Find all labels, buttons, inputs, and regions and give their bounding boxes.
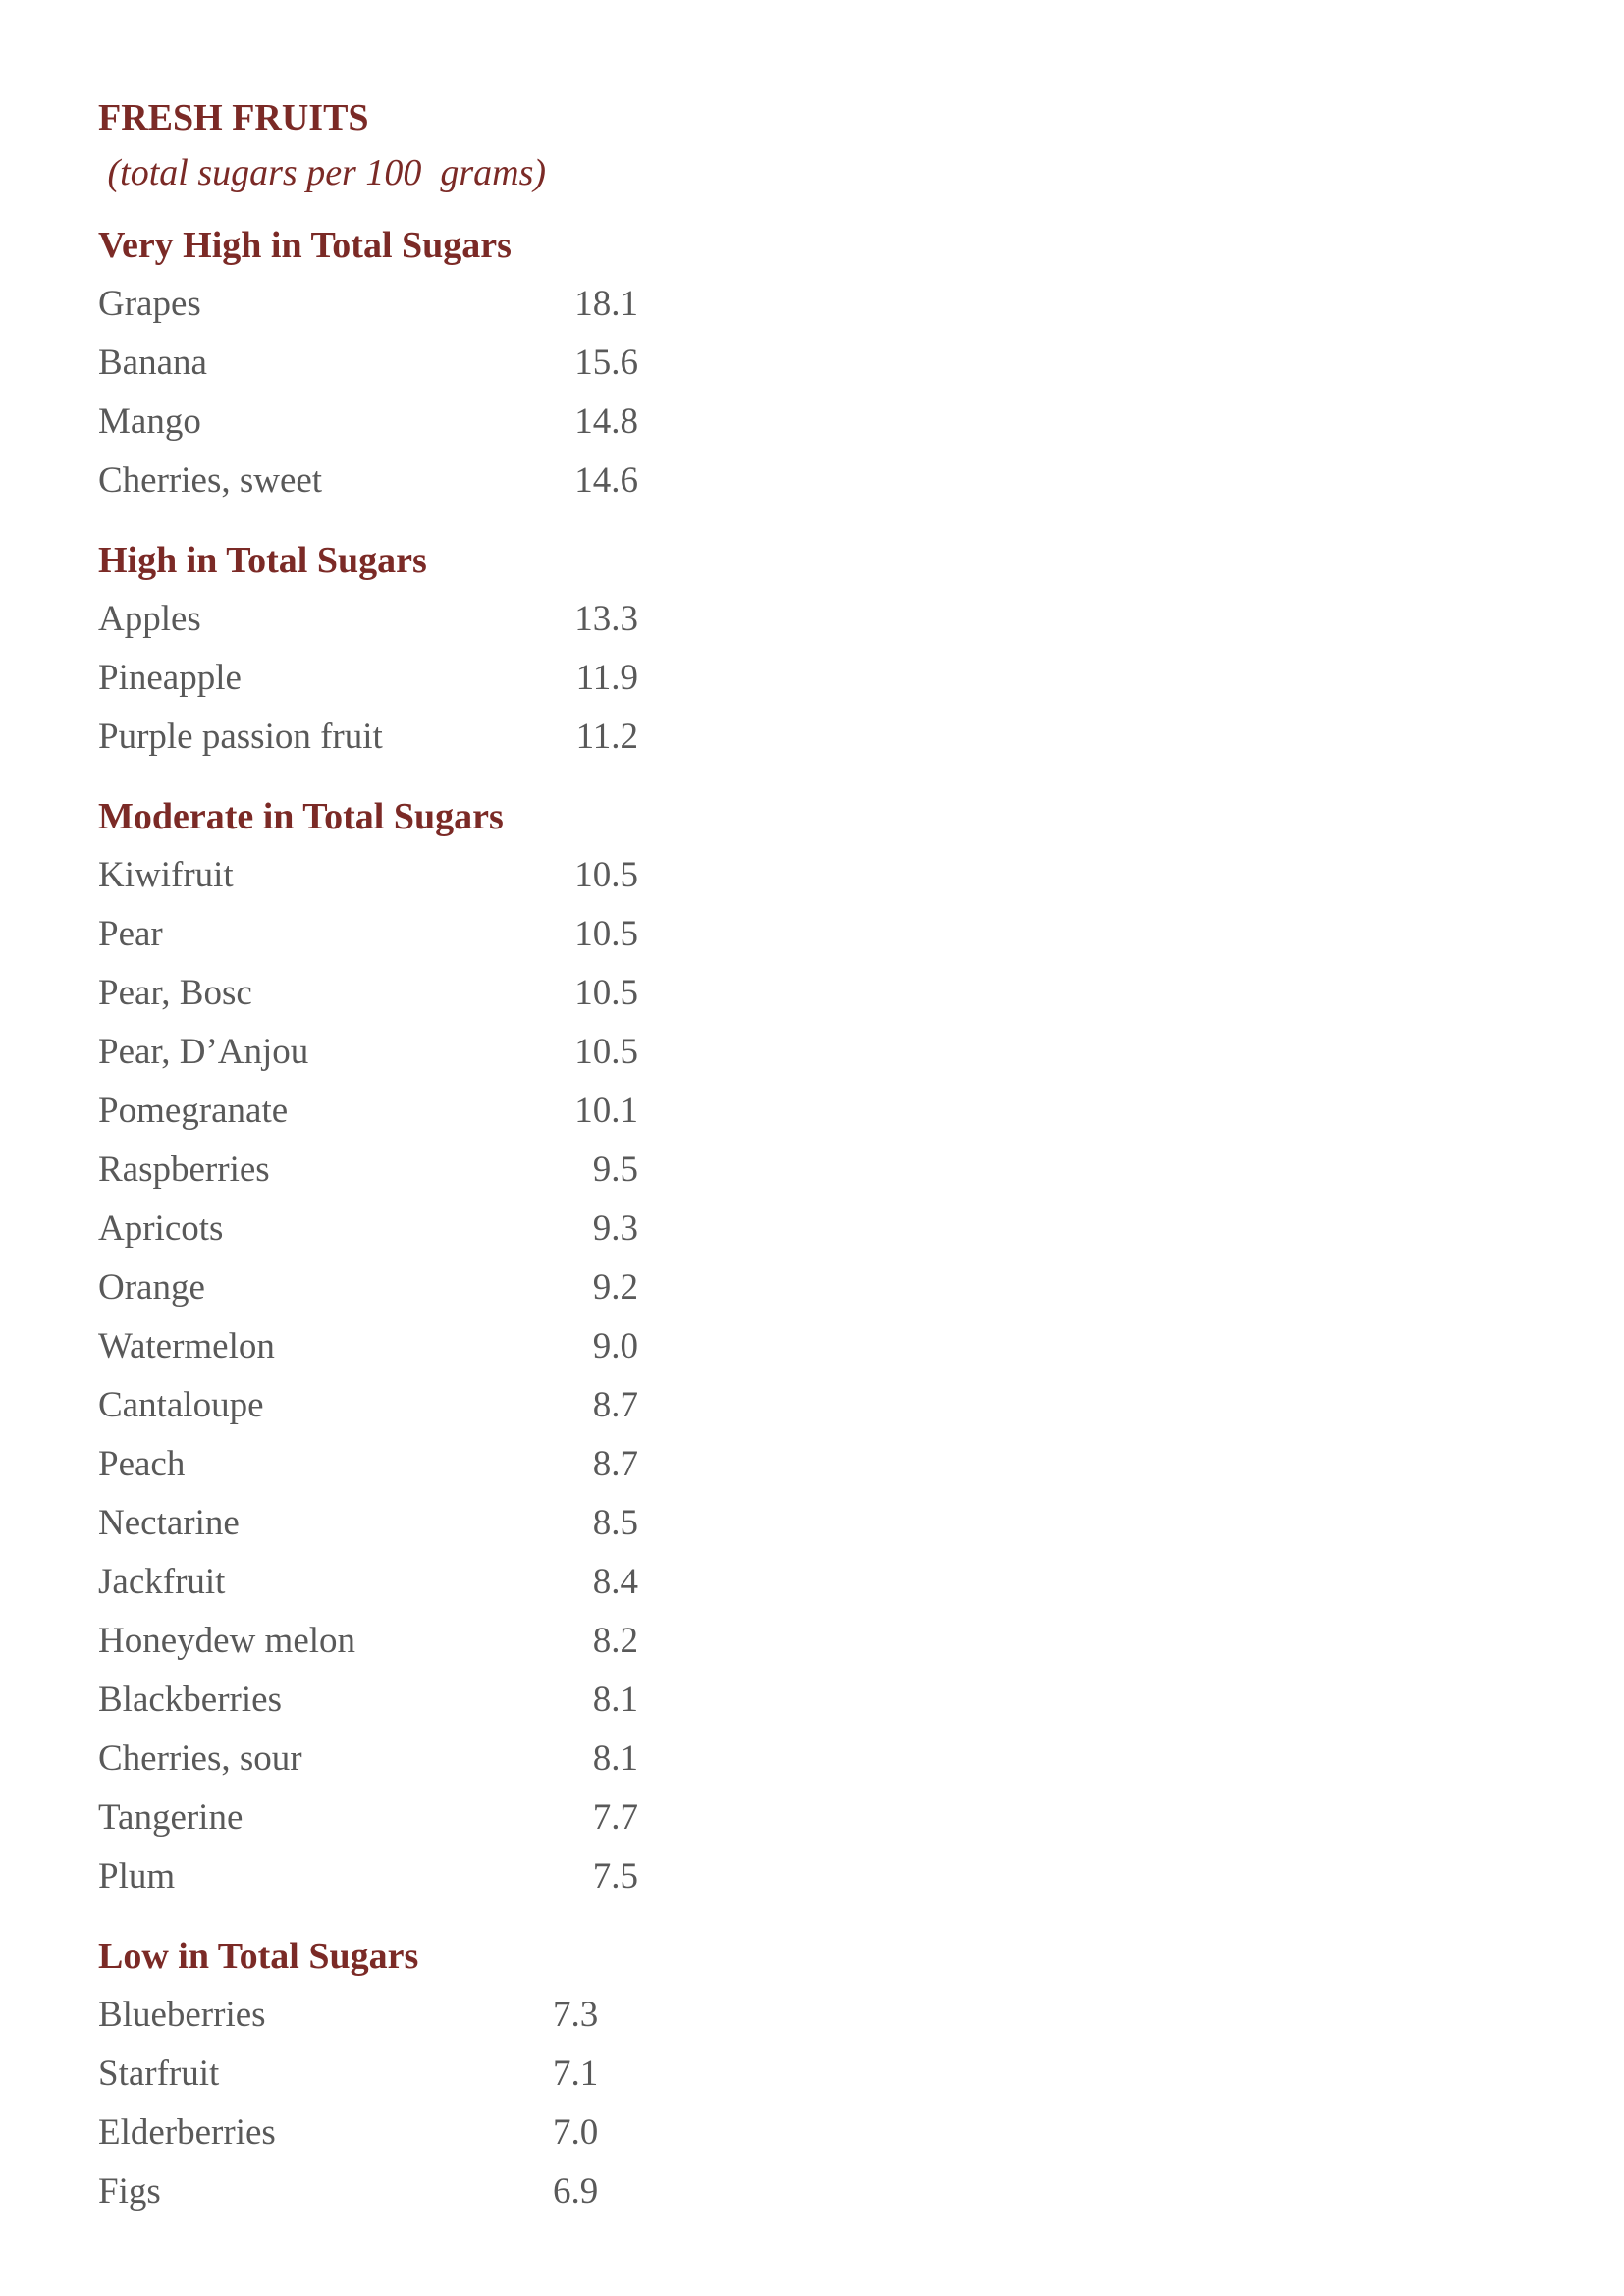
fruit-name: Pear, D’Anjou [98, 1031, 309, 1072]
fruit-name: Pear, Bosc [98, 972, 252, 1013]
sugar-value: 8.1 [592, 1737, 638, 1779]
sugar-value: 10.1 [574, 1090, 638, 1131]
list-item [98, 2103, 785, 2162]
sugar-value: 7.0 [553, 2111, 599, 2153]
list-item [98, 1199, 785, 1257]
list-item [98, 1434, 785, 1493]
list-item [98, 1670, 785, 1729]
sugar-value: 7.5 [592, 1855, 638, 1896]
fruit-name: Pear [98, 913, 163, 954]
fruit-name: Pineapple [98, 657, 242, 698]
list-item [98, 1375, 785, 1434]
fruit-name: Blackberries [98, 1679, 282, 1720]
section-low [98, 1928, 785, 2220]
sugar-value: 7.7 [592, 1796, 638, 1838]
fruit-name: Tangerine [98, 1796, 244, 1838]
section-heading: Moderate in Total Sugars [98, 796, 504, 837]
list-item [98, 2044, 785, 2103]
list-item [98, 1257, 785, 1316]
fruit-name: Apricots [98, 1207, 224, 1249]
list-item [98, 1788, 785, 1846]
list-item [98, 1493, 785, 1552]
list-item [98, 392, 785, 451]
sugar-value: 14.6 [574, 459, 638, 501]
fruit-name: Orange [98, 1266, 205, 1308]
fruit-name: Mango [98, 400, 201, 442]
fruit-name: Grapes [98, 283, 201, 324]
list-item [98, 1081, 785, 1140]
list-item [98, 1846, 785, 1905]
sugar-value: 8.5 [592, 1502, 638, 1543]
section-heading: Very High in Total Sugars [98, 225, 512, 266]
fruit-name: Blueberries [98, 1994, 266, 2035]
page-title [98, 90, 785, 200]
list-item [98, 963, 785, 1022]
fruit-name: Cantaloupe [98, 1384, 264, 1425]
fruit-name: Kiwifruit [98, 854, 234, 895]
fruit-name: Apples [98, 598, 201, 639]
fruit-name: Elderberries [98, 2111, 276, 2153]
list-item [98, 1140, 785, 1199]
sugar-value: 6.9 [553, 2170, 599, 2212]
fruit-name: Purple passion fruit [98, 716, 383, 757]
sugar-value: 7.3 [553, 1994, 599, 2035]
sugar-value: 8.7 [592, 1443, 638, 1484]
fruit-name: Honeydew melon [98, 1620, 356, 1661]
fruit-name: Starfruit [98, 2053, 220, 2094]
sugar-value: 9.3 [592, 1207, 638, 1249]
sugar-value: 18.1 [574, 283, 638, 324]
list-item [98, 904, 785, 963]
section-heading: Low in Total Sugars [98, 1936, 419, 1977]
list-item [98, 1022, 785, 1081]
sugar-value: 11.2 [575, 716, 638, 757]
sugar-value: 9.0 [592, 1325, 638, 1366]
page-title-main: FRESH FRUITS [98, 97, 369, 138]
fruit-name: Raspberries [98, 1148, 270, 1190]
sugar-value: 14.8 [574, 400, 638, 442]
list-item [98, 1316, 785, 1375]
sugar-value: 9.2 [592, 1266, 638, 1308]
list-item [98, 1985, 785, 2044]
list-item [98, 845, 785, 904]
sugar-value: 11.9 [575, 657, 638, 698]
list-item [98, 589, 785, 648]
section-heading: High in Total Sugars [98, 540, 427, 581]
list-item [98, 648, 785, 707]
list-item [98, 333, 785, 392]
list-item [98, 1729, 785, 1788]
sugar-value: 8.2 [592, 1620, 638, 1661]
list-item [98, 707, 785, 766]
list-item [98, 2162, 785, 2220]
section-moderate [98, 788, 785, 1905]
sugar-value: 8.1 [592, 1679, 638, 1720]
sugar-value: 8.7 [592, 1384, 638, 1425]
fruit-name: Pomegranate [98, 1090, 289, 1131]
fruit-name: Jackfruit [98, 1561, 226, 1602]
sugar-value: 8.4 [592, 1561, 638, 1602]
section-very-high [98, 217, 785, 509]
fruit-name: Cherries, sweet [98, 459, 323, 501]
sugar-value: 10.5 [574, 913, 638, 954]
fruit-name: Watermelon [98, 1325, 275, 1366]
sugar-value: 13.3 [574, 598, 638, 639]
fruit-name: Cherries, sour [98, 1737, 302, 1779]
sugar-value: 10.5 [574, 972, 638, 1013]
sugar-value: 10.5 [574, 854, 638, 895]
list-item [98, 1552, 785, 1611]
fruit-name: Plum [98, 1855, 176, 1896]
sugar-value: 10.5 [574, 1031, 638, 1072]
page-title-subtitle: (total sugars per 100 grams) [98, 152, 547, 193]
fruit-name: Figs [98, 2170, 161, 2212]
document-page [98, 90, 785, 2220]
list-item [98, 1611, 785, 1670]
list-item [98, 274, 785, 333]
section-high [98, 532, 785, 766]
sugar-value: 9.5 [592, 1148, 638, 1190]
fruit-name: Nectarine [98, 1502, 240, 1543]
list-item [98, 451, 785, 509]
sugar-value: 7.1 [553, 2053, 599, 2094]
sugar-value: 15.6 [574, 342, 638, 383]
fruit-name: Peach [98, 1443, 186, 1484]
fruit-name: Banana [98, 342, 207, 383]
